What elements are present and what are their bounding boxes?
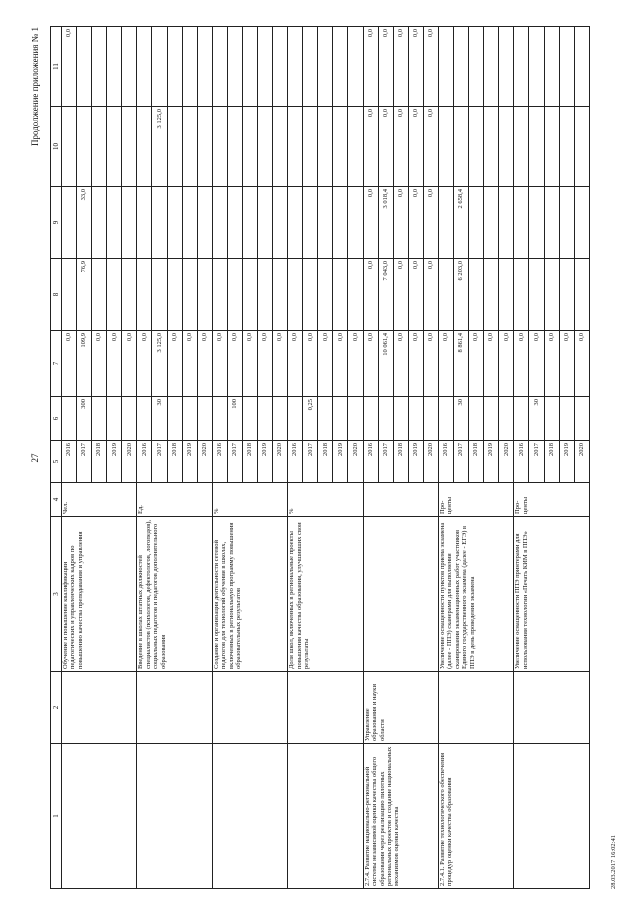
other-sources-cell [574,27,589,107]
municipal-budget-cell [303,107,318,187]
program-table [50,27,590,889]
other-sources-cell [122,27,137,107]
header-cell: 1 [51,744,62,889]
total-funding-cell: 0,0 [303,331,318,397]
indicator-value-cell [499,397,514,441]
indicator-name-cell: Увеличение оснащенности ППЭ принтерами для использования технологии «Печать КИМ в ППЭ» [514,517,590,672]
regional-budget-cell [514,187,529,259]
indicator-value-cell [92,397,107,441]
year-cell: 2017 [152,441,167,483]
header-cell: 11 [51,27,62,107]
indicator-value-cell [408,397,423,441]
total-funding-cell: 0,0 [423,331,438,397]
regional-budget-cell: 0,0 [393,187,408,259]
municipal-budget-cell: 0,0 [423,107,438,187]
regional-budget-cell: 0,0 [363,187,378,259]
indicator-value-cell: 30 [152,397,167,441]
regional-budget-cell: 3 018,4 [378,187,393,259]
other-sources-cell: 0,0 [62,27,77,107]
year-cell: 2020 [348,441,363,483]
municipal-budget-cell [499,107,514,187]
federal-budget-cell [273,259,288,331]
year-cell: 2016 [514,441,529,483]
regional-budget-cell [529,187,544,259]
federal-budget-cell: 0,0 [423,259,438,331]
federal-budget-cell [303,259,318,331]
federal-budget-cell: 0,0 [393,259,408,331]
year-cell: 2017 [529,441,544,483]
municipal-budget-cell [318,107,333,187]
federal-budget-cell [288,259,303,331]
total-funding-cell: 0,0 [137,331,152,397]
header-cell: 8 [51,259,62,331]
indicator-value-cell [393,397,408,441]
year-cell: 2020 [122,441,137,483]
year-cell: 2018 [544,441,559,483]
municipal-budget-cell: 0,0 [363,107,378,187]
table-row [62,27,77,889]
indicator-value-cell [318,397,333,441]
federal-budget-cell [258,259,273,331]
table-row [137,27,152,889]
year-cell: 2019 [408,441,423,483]
municipal-budget-cell [438,107,453,187]
indicator-value-cell [423,397,438,441]
other-sources-cell [167,27,182,107]
other-sources-cell [77,27,92,107]
total-funding-cell: 0,0 [514,331,529,397]
year-cell: 2019 [333,441,348,483]
total-funding-cell: 0,0 [242,331,257,397]
federal-budget-cell: 0,0 [363,259,378,331]
regional-budget-cell [559,187,574,259]
table-row [363,27,378,889]
regional-budget-cell [92,187,107,259]
federal-budget-cell [333,259,348,331]
header-cell: 6 [51,397,62,441]
total-funding-cell: 0,0 [212,331,227,397]
municipal-budget-cell [242,107,257,187]
regional-budget-cell [258,187,273,259]
regional-budget-cell [197,187,212,259]
other-sources-cell [559,27,574,107]
year-cell: 2017 [454,441,469,483]
document-header [28,27,48,889]
federal-budget-cell [242,259,257,331]
other-sources-cell: 0,0 [378,27,393,107]
regional-budget-cell [122,187,137,259]
federal-budget-cell [529,259,544,331]
federal-budget-cell [152,259,167,331]
regional-budget-cell [288,187,303,259]
measure-name-cell [212,744,287,889]
federal-budget-cell [62,259,77,331]
regional-budget-cell [303,187,318,259]
regional-budget-cell [107,187,122,259]
other-sources-cell [544,27,559,107]
total-funding-cell: 0,0 [273,331,288,397]
total-funding-cell: 0,0 [258,331,273,397]
other-sources-cell: 0,0 [408,27,423,107]
municipal-budget-cell [137,107,152,187]
total-funding-cell: 0,0 [197,331,212,397]
regional-budget-cell [544,187,559,259]
indicator-value-cell [333,397,348,441]
other-sources-cell [438,27,453,107]
total-funding-cell: 0,0 [348,331,363,397]
total-funding-cell: 3 125,0 [152,331,167,397]
municipal-budget-cell [167,107,182,187]
year-cell: 2018 [318,441,333,483]
total-funding-cell: 0,0 [574,331,589,397]
indicator-value-cell [62,397,77,441]
indicator-value-cell [197,397,212,441]
indicator-name-cell: Доля школ, включенных в региональные проекты повышения качества образования, улучшивших свои результаты [288,517,363,672]
executor-cell [137,672,212,744]
header-cell: 5 [51,441,62,483]
year-cell: 2016 [137,441,152,483]
municipal-budget-cell [484,107,499,187]
federal-budget-cell [92,259,107,331]
municipal-budget-cell [333,107,348,187]
indicator-name-cell: Увеличение оснащенности пунктов приема экзамена (далее - ППЭ) сканерами для выполнения сканирования экзаменационных работ участников Единого государственного экзамена (далее - ЕГЭ) в ППЭ в день проведения экзамена [438,517,513,672]
header-cell: 2 [51,672,62,744]
header-cell: 10 [51,107,62,187]
year-cell: 2020 [574,441,589,483]
year-cell: 2016 [212,441,227,483]
municipal-budget-cell [559,107,574,187]
municipal-budget-cell [77,107,92,187]
federal-budget-cell [348,259,363,331]
other-sources-cell [152,27,167,107]
total-funding-cell: 8 861,4 [454,331,469,397]
regional-budget-cell [167,187,182,259]
total-funding-cell: 0,0 [499,331,514,397]
year-cell: 2019 [182,441,197,483]
measure-name-cell [514,744,590,889]
header-cell: 4 [51,483,62,517]
regional-budget-cell [242,187,257,259]
indicator-value-cell [182,397,197,441]
total-funding-cell: 0,0 [182,331,197,397]
indicator-value-cell [242,397,257,441]
unit-cell [363,483,438,517]
federal-budget-cell [544,259,559,331]
regional-budget-cell [62,187,77,259]
total-funding-cell: 0,0 [318,331,333,397]
federal-budget-cell [107,259,122,331]
indicator-value-cell [258,397,273,441]
executor-cell [288,672,363,744]
year-cell: 2017 [227,441,242,483]
year-cell: 2020 [197,441,212,483]
table-row [514,27,529,889]
unit-cell: Чел. [62,483,137,517]
year-cell: 2020 [499,441,514,483]
total-funding-cell: 0,0 [333,331,348,397]
year-cell: 2016 [438,441,453,483]
federal-budget-cell [469,259,484,331]
municipal-budget-cell [348,107,363,187]
measure-name-cell: 2.7.4. Развитие национально-региональной системы независимой оценки качества общего образования через реализацию пилотных региональных проектов и создание национальных механизмов оценки качества [363,744,438,889]
header-row [51,27,62,889]
federal-budget-cell [212,259,227,331]
indicator-value-cell [137,397,152,441]
year-cell: 2016 [62,441,77,483]
other-sources-cell [454,27,469,107]
year-cell: 2018 [393,441,408,483]
regional-budget-cell [469,187,484,259]
other-sources-cell [288,27,303,107]
municipal-budget-cell [574,107,589,187]
indicator-name-cell: Введение в школах штатных должностей специалистов (психологов, дефектологов, логопедов), социальных педагогов и педагогов дополнительного образования [137,517,212,672]
indicator-value-cell [363,397,378,441]
indicator-value-cell [544,397,559,441]
federal-budget-cell [197,259,212,331]
other-sources-cell [303,27,318,107]
federal-budget-cell: 0,0 [408,259,423,331]
executor-cell [62,672,137,744]
regional-budget-cell [273,187,288,259]
municipal-budget-cell [92,107,107,187]
federal-budget-cell [574,259,589,331]
federal-budget-cell [227,259,242,331]
total-funding-cell: 0,0 [62,331,77,397]
total-funding-cell: 109,9 [77,331,92,397]
indicator-value-cell [107,397,122,441]
indicator-value-cell [212,397,227,441]
other-sources-cell: 0,0 [363,27,378,107]
other-sources-cell [227,27,242,107]
page-number: 27 [30,453,40,463]
indicator-name-cell: Создание и организация деятельности сетевой педагогов для технологий обучения в школах, включенных в региональную программу повышения образовательных результатов [212,517,287,672]
data-table [50,26,590,889]
total-funding-cell: 0,0 [408,331,423,397]
regional-budget-cell: 33,0 [77,187,92,259]
executor-cell [212,672,287,744]
total-funding-cell: 0,0 [122,331,137,397]
regional-budget-cell [574,187,589,259]
total-funding-cell: 0,0 [559,331,574,397]
annex-title: Продолжение приложения № 1 [30,27,40,147]
total-funding-cell: 0,0 [167,331,182,397]
other-sources-cell [484,27,499,107]
federal-budget-cell [514,259,529,331]
indicator-value-cell: 30 [454,397,469,441]
indicator-value-cell [514,397,529,441]
year-cell: 2020 [273,441,288,483]
total-funding-cell: 0,0 [227,331,242,397]
municipal-budget-cell [544,107,559,187]
regional-budget-cell [348,187,363,259]
municipal-budget-cell: 0,0 [378,107,393,187]
year-cell: 2019 [107,441,122,483]
other-sources-cell [107,27,122,107]
executor-cell [438,672,513,744]
municipal-budget-cell [273,107,288,187]
indicator-value-cell: 0,25 [303,397,318,441]
indicator-value-cell [167,397,182,441]
other-sources-cell [197,27,212,107]
regional-budget-cell [438,187,453,259]
municipal-budget-cell [197,107,212,187]
municipal-budget-cell: 3 125,0 [152,107,167,187]
federal-budget-cell [122,259,137,331]
indicator-value-cell: 300 [77,397,92,441]
year-cell: 2020 [423,441,438,483]
indicator-value-cell [438,397,453,441]
municipal-budget-cell: 0,0 [408,107,423,187]
total-funding-cell: 0,0 [363,331,378,397]
indicator-name-cell [363,517,438,672]
table-row [438,27,453,889]
federal-budget-cell: 7 043,0 [378,259,393,331]
total-funding-cell: 0,0 [107,331,122,397]
indicator-value-cell [574,397,589,441]
measure-name-cell [137,744,212,889]
other-sources-cell [529,27,544,107]
federal-budget-cell [318,259,333,331]
year-cell: 2018 [167,441,182,483]
indicator-value-cell [288,397,303,441]
municipal-budget-cell [107,107,122,187]
other-sources-cell [258,27,273,107]
other-sources-cell [182,27,197,107]
regional-budget-cell [227,187,242,259]
year-cell: 2018 [92,441,107,483]
other-sources-cell [318,27,333,107]
unit-cell: Про-центы [514,483,590,517]
year-cell: 2016 [363,441,378,483]
table-row [212,27,227,889]
total-funding-cell: 0,0 [393,331,408,397]
indicator-value-cell [273,397,288,441]
other-sources-cell [348,27,363,107]
indicator-value-cell [484,397,499,441]
year-cell: 2018 [242,441,257,483]
measure-name-cell [62,744,137,889]
year-cell: 2019 [258,441,273,483]
header-cell: 7 [51,331,62,397]
other-sources-cell [212,27,227,107]
year-cell: 2019 [484,441,499,483]
federal-budget-cell: 6 203,0 [454,259,469,331]
header-cell: 9 [51,187,62,259]
municipal-budget-cell [454,107,469,187]
indicator-value-cell: 30 [529,397,544,441]
regional-budget-cell [318,187,333,259]
executor-cell: Управление образования и науки области [363,672,438,744]
other-sources-cell [333,27,348,107]
other-sources-cell [514,27,529,107]
indicator-value-cell [122,397,137,441]
unit-cell: % [212,483,287,517]
total-funding-cell: 0,0 [92,331,107,397]
total-funding-cell: 0,0 [544,331,559,397]
total-funding-cell: 0,0 [469,331,484,397]
rotated-page [28,27,630,889]
total-funding-cell: 0,0 [484,331,499,397]
federal-budget-cell: 76,9 [77,259,92,331]
municipal-budget-cell [122,107,137,187]
federal-budget-cell [438,259,453,331]
municipal-budget-cell [469,107,484,187]
regional-budget-cell [137,187,152,259]
federal-budget-cell [559,259,574,331]
federal-budget-cell [484,259,499,331]
year-cell: 2018 [469,441,484,483]
measure-name-cell [288,744,363,889]
header-cell: 3 [51,517,62,672]
other-sources-cell [273,27,288,107]
regional-budget-cell [499,187,514,259]
year-cell: 2017 [378,441,393,483]
regional-budget-cell: 2 658,4 [454,187,469,259]
indicator-value-cell [348,397,363,441]
other-sources-cell: 0,0 [393,27,408,107]
municipal-budget-cell [62,107,77,187]
indicator-value-cell [559,397,574,441]
year-cell: 2017 [303,441,318,483]
indicator-value-cell [469,397,484,441]
other-sources-cell [92,27,107,107]
regional-budget-cell [333,187,348,259]
unit-cell: Про-центы [438,483,513,517]
indicator-value-cell [378,397,393,441]
municipal-budget-cell [212,107,227,187]
federal-budget-cell [137,259,152,331]
other-sources-cell [242,27,257,107]
federal-budget-cell [182,259,197,331]
municipal-budget-cell: 0,0 [393,107,408,187]
other-sources-cell [499,27,514,107]
municipal-budget-cell [258,107,273,187]
measure-name-cell: 2.7.4.1. Развитие технологического обеспечения процедур оценки качества образования [438,744,513,889]
other-sources-cell [137,27,152,107]
table-row [288,27,303,889]
indicator-value-cell: 100 [227,397,242,441]
total-funding-cell: 0,0 [288,331,303,397]
municipal-budget-cell [227,107,242,187]
regional-budget-cell: 0,0 [408,187,423,259]
unit-cell: % [288,483,363,517]
regional-budget-cell [152,187,167,259]
regional-budget-cell [484,187,499,259]
regional-budget-cell [182,187,197,259]
other-sources-cell: 0,0 [423,27,438,107]
federal-budget-cell [167,259,182,331]
municipal-budget-cell [514,107,529,187]
timestamp: 28.03.2017 16:02:41 [610,835,617,889]
executor-cell [514,672,590,744]
indicator-name-cell: Обучение и повышение квалификации педагогических и управленческих кадров по повышению качества преподавания и управления [62,517,137,672]
year-cell: 2017 [77,441,92,483]
unit-cell: Ед. [137,483,212,517]
total-funding-cell: 0,0 [438,331,453,397]
year-cell: 2019 [559,441,574,483]
other-sources-cell [469,27,484,107]
year-cell: 2016 [288,441,303,483]
municipal-budget-cell [288,107,303,187]
municipal-budget-cell [529,107,544,187]
total-funding-cell: 10 061,4 [378,331,393,397]
regional-budget-cell [212,187,227,259]
municipal-budget-cell [182,107,197,187]
regional-budget-cell: 0,0 [423,187,438,259]
total-funding-cell: 0,0 [529,331,544,397]
federal-budget-cell [499,259,514,331]
